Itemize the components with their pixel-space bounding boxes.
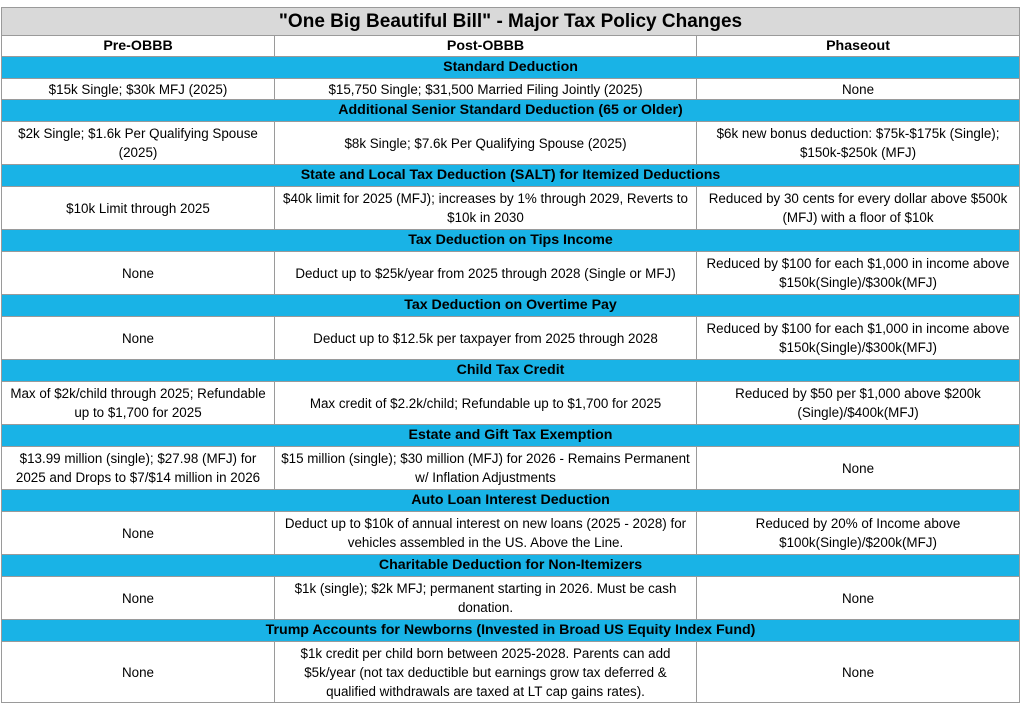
pre-obbb-cell: None: [2, 642, 275, 703]
table-row: [2, 79, 1020, 100]
pre-obbb-cell: None: [2, 252, 275, 295]
pre-obbb-cell: $10k Limit through 2025: [2, 187, 275, 230]
pre-obbb-cell: $13.99 million (single); $27.98 (MFJ) for 2025 and Drops to $7/$14 million in 2026: [2, 447, 275, 490]
post-obbb-cell: Deduct up to $25k/year from 2025 through 2028 (Single or MFJ): [275, 252, 697, 295]
table-row: [2, 512, 1020, 555]
phaseout-cell: None: [697, 447, 1020, 490]
table-row: [2, 382, 1020, 425]
post-obbb-cell: $40k limit for 2025 (MFJ); increases by 1% through 2029, Reverts to $10k in 2030: [275, 187, 697, 230]
column-header-phaseout: Phaseout: [697, 36, 1020, 57]
tax-policy-table: [1, 7, 1020, 703]
phaseout-cell: Reduced by $100 for each $1,000 in income above $150k(Single)/$300k(MFJ): [697, 317, 1020, 360]
post-obbb-cell: $15 million (single); $30 million (MFJ) for 2026 - Remains Permanent w/ Inflation Adjustments: [275, 447, 697, 490]
section-heading: Tax Deduction on Overtime Pay: [2, 295, 1020, 317]
table-title: "One Big Beautiful Bill" - Major Tax Policy Changes: [2, 8, 1020, 36]
section-heading: Additional Senior Standard Deduction (65 or Older): [2, 100, 1020, 122]
table-row: [2, 577, 1020, 620]
table-row: [2, 447, 1020, 490]
phaseout-cell: Reduced by 30 cents for every dollar above $500k (MFJ) with a floor of $10k: [697, 187, 1020, 230]
table-row: [2, 122, 1020, 165]
pre-obbb-cell: None: [2, 512, 275, 555]
post-obbb-cell: $15,750 Single; $31,500 Married Filing Jointly (2025): [275, 79, 697, 100]
section-heading: Child Tax Credit: [2, 360, 1020, 382]
column-header-pre: Pre-OBBB: [2, 36, 275, 57]
section-heading: Estate and Gift Tax Exemption: [2, 425, 1020, 447]
post-obbb-cell: Deduct up to $12.5k per taxpayer from 2025 through 2028: [275, 317, 697, 360]
pre-obbb-cell: None: [2, 317, 275, 360]
table-row: [2, 187, 1020, 230]
table-row: [2, 317, 1020, 360]
section-heading: Tax Deduction on Tips Income: [2, 230, 1020, 252]
section-heading: State and Local Tax Deduction (SALT) for Itemized Deductions: [2, 165, 1020, 187]
phaseout-cell: None: [697, 79, 1020, 100]
post-obbb-cell: $8k Single; $7.6k Per Qualifying Spouse (2025): [275, 122, 697, 165]
section-heading: Trump Accounts for Newborns (Invested in Broad US Equity Index Fund): [2, 620, 1020, 642]
phaseout-cell: None: [697, 577, 1020, 620]
table-row: [2, 642, 1020, 703]
post-obbb-cell: Max credit of $2.2k/child; Refundable up to $1,700 for 2025: [275, 382, 697, 425]
phaseout-cell: None: [697, 642, 1020, 703]
section-heading: Charitable Deduction for Non-Itemizers: [2, 555, 1020, 577]
pre-obbb-cell: $2k Single; $1.6k Per Qualifying Spouse (2025): [2, 122, 275, 165]
pre-obbb-cell: None: [2, 577, 275, 620]
table-row: [2, 252, 1020, 295]
phaseout-cell: Reduced by $50 per $1,000 above $200k (Single)/$400k(MFJ): [697, 382, 1020, 425]
phaseout-cell: $6k new bonus deduction: $75k-$175k (Single); $150k-$250k (MFJ): [697, 122, 1020, 165]
post-obbb-cell: $1k (single); $2k MFJ; permanent starting in 2026. Must be cash donation.: [275, 577, 697, 620]
column-header-post: Post-OBBB: [275, 36, 697, 57]
phaseout-cell: Reduced by $100 for each $1,000 in income above $150k(Single)/$300k(MFJ): [697, 252, 1020, 295]
section-heading: Standard Deduction: [2, 57, 1020, 79]
post-obbb-cell: $1k credit per child born between 2025-2028. Parents can add $5k/year (not tax deductible but earnings grow tax deferred & qualified withdrawals are taxed at LT cap gains rates).: [275, 642, 697, 703]
pre-obbb-cell: Max of $2k/child through 2025; Refundable up to $1,700 for 2025: [2, 382, 275, 425]
phaseout-cell: Reduced by 20% of Income above $100k(Single)/$200k(MFJ): [697, 512, 1020, 555]
section-heading: Auto Loan Interest Deduction: [2, 490, 1020, 512]
post-obbb-cell: Deduct up to $10k of annual interest on new loans (2025 - 2028) for vehicles assembled in the US. Above the Line.: [275, 512, 697, 555]
pre-obbb-cell: $15k Single; $30k MFJ (2025): [2, 79, 275, 100]
